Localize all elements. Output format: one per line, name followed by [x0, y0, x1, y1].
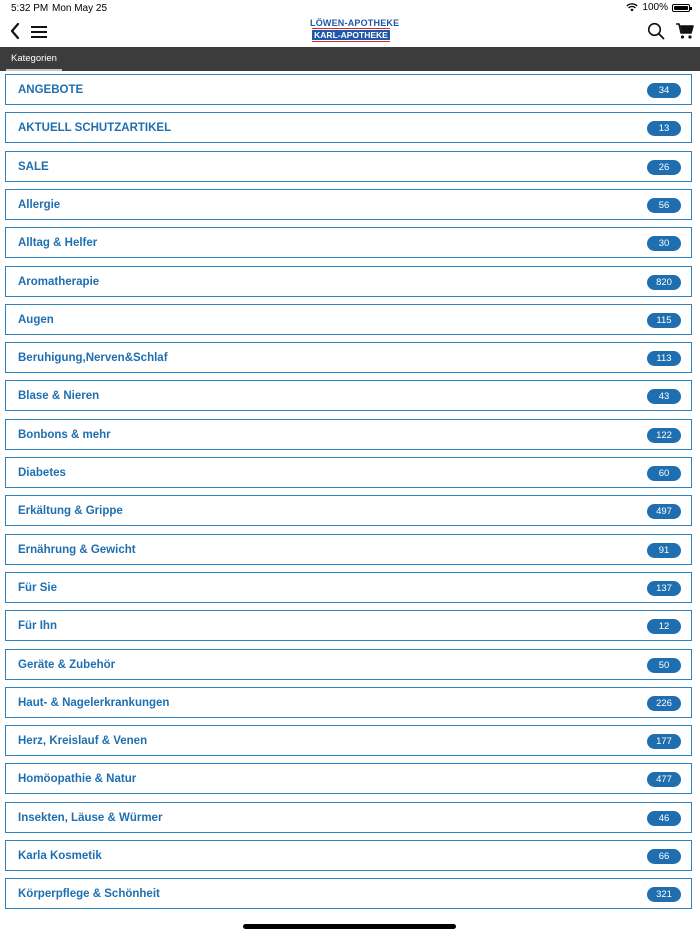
category-row[interactable]	[5, 151, 692, 182]
category-row[interactable]	[5, 649, 692, 680]
search-icon[interactable]	[647, 22, 665, 40]
category-label: Augen	[18, 313, 54, 326]
category-row[interactable]	[5, 534, 692, 565]
category-label: Für Sie	[18, 581, 57, 594]
logo-divider-bottom	[312, 41, 390, 42]
category-row[interactable]	[5, 763, 692, 794]
category-label: Körperpflege & Schönheit	[18, 888, 160, 901]
category-label: Allergie	[18, 198, 61, 211]
category-count-badge: 122	[647, 428, 681, 443]
status-bar	[0, 0, 700, 17]
category-row[interactable]	[5, 266, 692, 297]
category-label: ANGEBOTE	[18, 84, 84, 96]
wifi-icon	[626, 3, 638, 12]
category-row[interactable]	[5, 304, 692, 335]
category-row[interactable]	[5, 840, 692, 871]
status-date: Mon May 25	[52, 3, 108, 14]
category-label: Erkältung & Grippe	[18, 505, 123, 518]
category-row[interactable]	[5, 342, 692, 373]
category-label: AKTUELL SCHUTZARTIKEL	[18, 122, 172, 135]
category-row[interactable]	[5, 878, 692, 909]
category-row[interactable]	[5, 725, 692, 756]
category-label: Homöopathie & Natur	[18, 773, 137, 786]
category-count-badge: 13	[647, 121, 681, 136]
category-count-badge: 34	[647, 83, 681, 98]
home-indicator	[243, 924, 456, 929]
tab-kategorien[interactable]	[0, 47, 68, 71]
category-label: Diabetes	[18, 467, 66, 479]
category-row[interactable]	[5, 112, 692, 143]
tab-active-indicator	[6, 69, 62, 71]
category-row[interactable]	[5, 227, 692, 258]
nav-bar	[0, 17, 700, 47]
hamburger-menu-icon[interactable]	[31, 26, 47, 38]
category-row[interactable]	[5, 457, 692, 488]
battery-percent: 100%	[642, 2, 668, 13]
category-count-badge: 137	[647, 581, 681, 596]
category-count-badge: 497	[647, 504, 681, 519]
category-row[interactable]	[5, 572, 692, 603]
category-count-badge: 91	[647, 543, 681, 558]
category-row[interactable]	[5, 380, 692, 411]
category-label: Karla Kosmetik	[18, 850, 102, 862]
category-count-badge: 12	[647, 619, 681, 634]
tab-strip	[0, 47, 700, 71]
category-count-badge: 66	[647, 849, 681, 864]
category-count-badge: 56	[647, 198, 681, 213]
category-label: Insekten, Läuse & Würmer	[18, 811, 163, 824]
category-count-badge: 46	[647, 811, 681, 826]
category-count-badge: 477	[647, 772, 681, 787]
category-count-badge: 820	[647, 275, 681, 290]
category-row[interactable]	[5, 610, 692, 641]
category-row[interactable]	[5, 687, 692, 718]
category-label: Für Ihn	[18, 620, 57, 633]
status-right	[626, 2, 690, 13]
battery-icon	[672, 4, 690, 12]
status-time: 5:32 PM	[11, 3, 49, 14]
category-count-badge: 113	[647, 351, 681, 366]
category-label: Alltag & Helfer	[18, 237, 98, 250]
category-count-badge: 177	[647, 734, 681, 749]
category-label: Aromatherapie	[18, 275, 100, 288]
category-label: Ernährung & Gewicht	[18, 543, 136, 556]
category-count-badge: 43	[647, 389, 681, 404]
category-label: Geräte & Zubehör	[18, 658, 116, 671]
logo-line2: KARL-APOTHEKE	[312, 30, 390, 40]
category-count-badge: 321	[647, 887, 681, 902]
category-label: Blase & Nieren	[18, 390, 100, 403]
category-label: Haut- & Nagelerkrankungen	[18, 696, 170, 709]
category-count-badge: 226	[647, 696, 681, 711]
category-count-badge: 60	[647, 466, 681, 481]
category-row[interactable]	[5, 74, 692, 105]
category-label: Herz, Kreislauf & Venen	[18, 735, 148, 748]
pharmacy-logo[interactable]	[310, 17, 400, 45]
category-count-badge: 30	[647, 236, 681, 251]
back-chevron-icon[interactable]	[8, 21, 22, 41]
logo-line1: LÖWEN-APOTHEKE	[310, 18, 400, 28]
category-label: Beruhigung,Nerven&Schlaf	[18, 352, 168, 365]
category-label: SALE	[18, 160, 49, 173]
logo-divider	[312, 28, 390, 29]
category-count-badge: 50	[647, 658, 681, 673]
category-row[interactable]	[5, 189, 692, 220]
category-label: Bonbons & mehr	[18, 428, 111, 441]
category-count-badge: 115	[647, 313, 681, 328]
tab-kategorien-label: Kategorien	[11, 53, 57, 64]
category-row[interactable]	[5, 419, 692, 450]
category-count-badge: 26	[647, 160, 681, 175]
cart-icon[interactable]	[675, 22, 694, 40]
category-row[interactable]	[5, 802, 692, 833]
category-row[interactable]	[5, 495, 692, 526]
